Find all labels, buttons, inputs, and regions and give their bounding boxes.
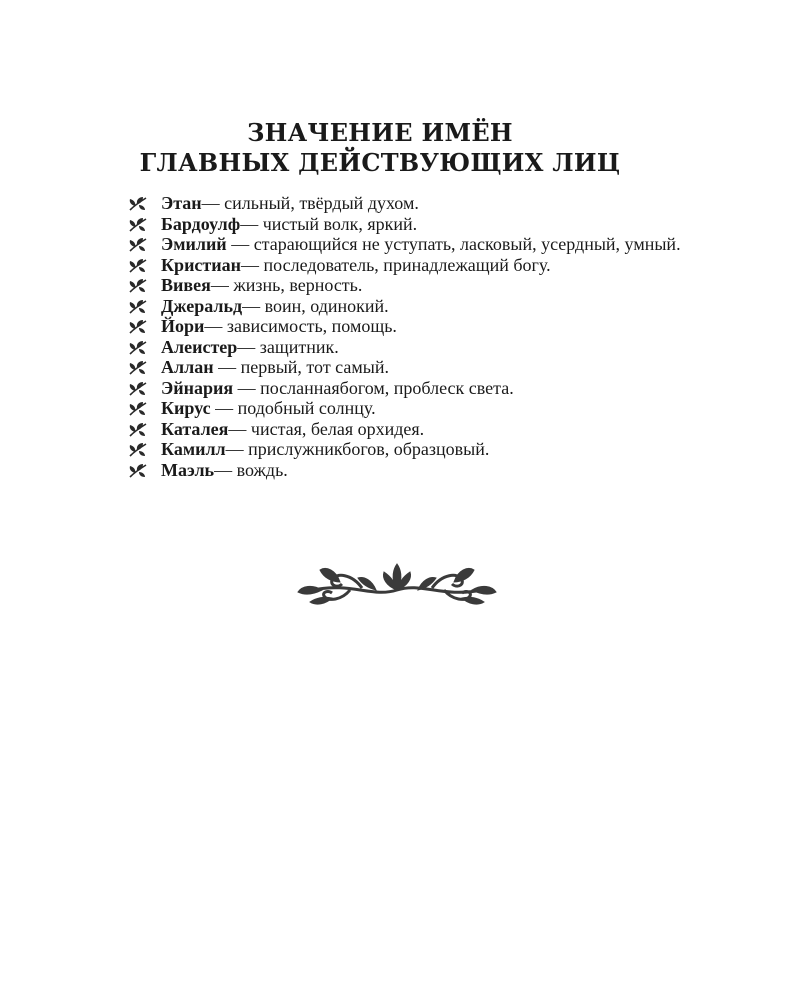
list-item [128, 296, 688, 317]
list-item [128, 439, 688, 460]
leaf-bullet-icon [128, 381, 148, 397]
name-meaning: — посланнаябогом, проблеск света. [233, 377, 514, 398]
list-item [128, 255, 688, 276]
character-name: Эйнария [161, 377, 234, 398]
name-meaning: — чистая, белая орхидея. [228, 418, 425, 439]
leaf-bullet-icon [128, 442, 148, 458]
name-meaning: — подобный солнцу. [210, 398, 376, 418]
character-name: Аллан [161, 357, 214, 377]
name-meaning: — защитник. [237, 336, 339, 357]
name-meaning: — первый, тот самый. [213, 357, 389, 377]
list-item [128, 214, 688, 235]
character-name: Каталея [161, 418, 229, 439]
leaf-bullet-icon [128, 258, 148, 274]
character-name: Бардоулф [161, 213, 241, 234]
leaf-bullet-icon [128, 299, 148, 315]
leaf-bullet-icon [128, 237, 148, 253]
list-item [128, 378, 688, 399]
character-name: Йори [161, 316, 205, 336]
names-list [128, 193, 688, 480]
leaf-bullet-icon [128, 196, 148, 212]
name-meaning: — старающийся не уступать, ласковый, усердный, умный. [226, 234, 681, 254]
list-item [128, 275, 688, 296]
name-meaning: — последователь, принадлежащий богу. [241, 254, 551, 275]
leaf-bullet-icon [128, 401, 148, 417]
name-meaning: — сильный, твёрдый духом. [201, 193, 419, 213]
character-name: Кристиан [161, 254, 242, 275]
list-item [128, 398, 688, 419]
name-meaning: — вождь. [214, 459, 288, 480]
character-name: Вивея [161, 275, 211, 295]
page-title-line-1: ЗНАЧЕНИЕ ИМЁН [247, 118, 513, 147]
character-name: Эмилий [161, 234, 227, 254]
leaf-bullet-icon [128, 217, 148, 233]
leaf-bullet-icon [128, 463, 148, 479]
character-name: Этан [161, 193, 202, 213]
floral-ornament-icon [292, 560, 502, 608]
leaf-bullet-icon [128, 319, 148, 335]
list-item [128, 193, 688, 214]
character-name: Джеральд [161, 295, 243, 316]
name-meaning: — чистый волк, яркий. [240, 213, 418, 234]
name-meaning: — зависимость, помощь. [204, 316, 397, 336]
name-meaning: — воин, одинокий. [242, 295, 389, 316]
leaf-bullet-icon [128, 340, 148, 356]
list-item [128, 316, 688, 337]
list-item [128, 357, 688, 378]
leaf-bullet-icon [128, 360, 148, 376]
list-item [128, 337, 688, 358]
list-item [128, 419, 688, 440]
character-name: Камилл [161, 439, 226, 459]
leaf-bullet-icon [128, 422, 148, 438]
name-meaning: — прислужникбогов, образцовый. [225, 439, 490, 459]
list-item [128, 234, 688, 255]
page-title-line-2: ГЛАВНЫХ ДЕЙСТВУЮЩИХ ЛИЦ [139, 148, 621, 177]
leaf-bullet-icon [128, 278, 148, 294]
character-name: Кирус [161, 398, 211, 418]
list-item [128, 460, 688, 481]
character-name: Маэль [161, 459, 215, 480]
character-name: Алеистер [161, 336, 238, 357]
name-meaning: — жизнь, верность. [210, 275, 363, 295]
